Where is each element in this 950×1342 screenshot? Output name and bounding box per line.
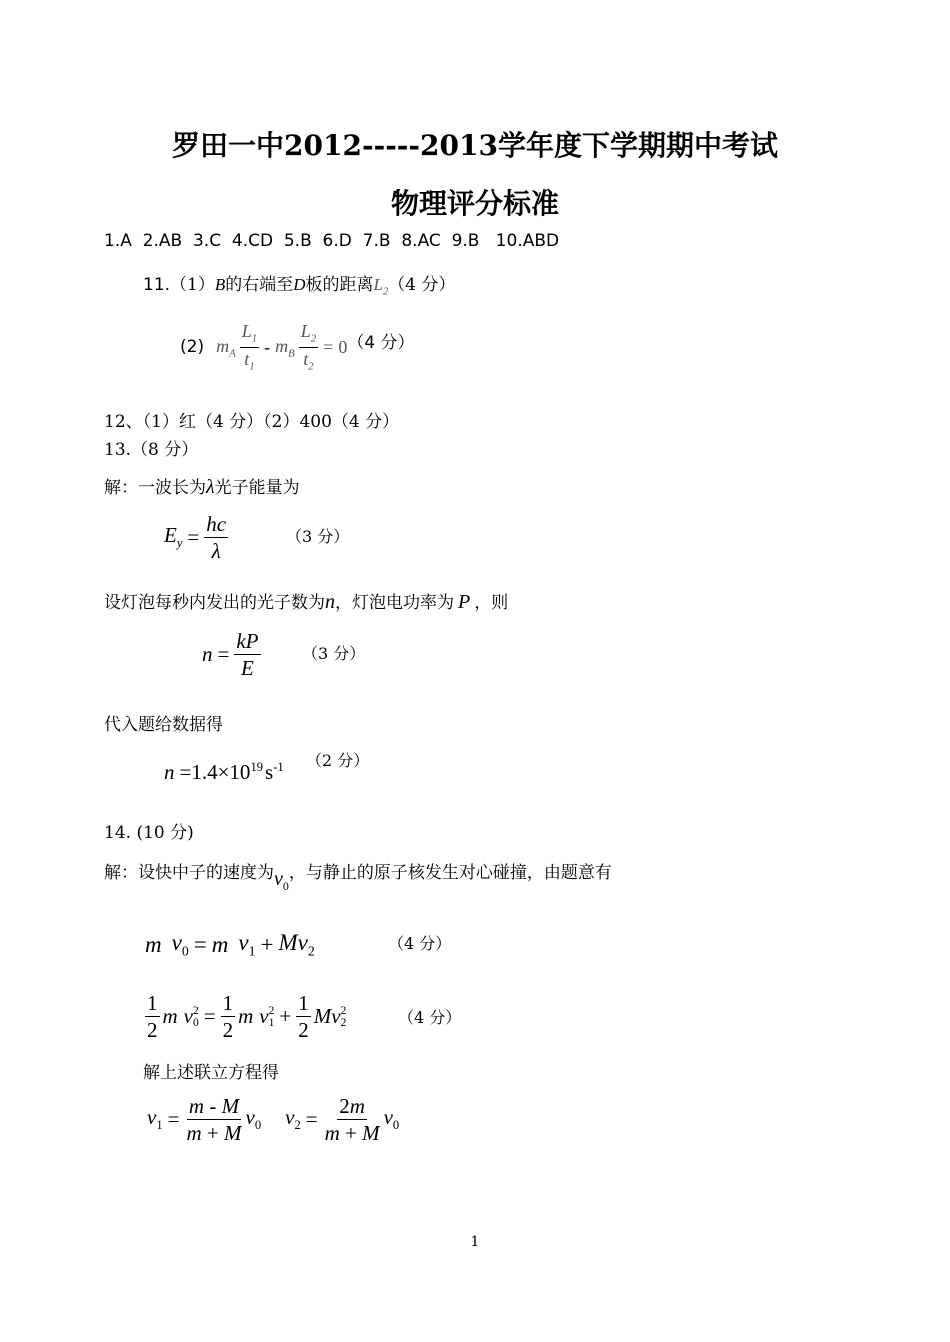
q11-part2 <box>180 322 415 373</box>
q11-text-2: 板的距离 <box>305 275 374 295</box>
q11-symbol-l2: $L_2$ <box>373 275 389 298</box>
q11-label: 11. <box>143 275 171 295</box>
q12-answer: 12、（1）红（4 分）（2）400（4 分） <box>104 412 400 432</box>
q14-line2: 解上述联立方程得 <box>143 1063 279 1083</box>
q11-part2-score: （4 分） <box>347 332 415 353</box>
q13-line3: 代入题给数据得 <box>104 715 223 735</box>
q13-equation-count: n = $\frac{kP}{E}$ <box>202 629 259 681</box>
q13-equation-energy: $E_y$ = $\frac{hc}{\lambda}$ <box>164 512 227 564</box>
page-title: 罗田一中2012-----2013学年度下学期期中考试 <box>172 129 778 162</box>
q11-text: 的右端至 <box>225 275 294 295</box>
page-subtitle: 物理评分标准 <box>390 187 559 220</box>
q11-part1 <box>143 270 455 297</box>
q13-eq1-score: （3 分） <box>286 527 350 546</box>
q13-line2: 设灯泡每秒内发出的光子数为 n ，灯泡电功率为 P ，则 <box>104 591 509 613</box>
q14-header: 14. (10 分) <box>104 823 194 843</box>
q13-line1: 解：一波长为 λ 光子能量为 <box>104 476 300 498</box>
q14-solution: $v_1$ = $\frac{m - M}{m + M}$ $v_0$ $v_2$ = $\frac{2m}{m + M}$ $v_0$ <box>147 1094 400 1146</box>
q13-result: n $=1.4\times 10^{19}s^{-1}$ <box>164 760 284 784</box>
q14-line1: 解：设快中子的速度为 $v_0$ ，与静止的原子核发生对心碰撞，由题意有 <box>104 863 612 893</box>
q14-eq1-score: （4 分） <box>388 934 452 953</box>
q13-eq3-score: （2 分） <box>306 751 370 770</box>
q11-part1-number: （1） <box>170 275 215 295</box>
page-number: 1 <box>470 1234 480 1250</box>
multiple-choice-answers: 1.A 2.AB 3.C 4.CD 5.B 6.D 7.B 8.AC 9.B 10.ABD <box>104 231 560 251</box>
q14-momentum-equation: m $v_0$ = m $v_1$ + $Mv_2$ <box>145 930 315 959</box>
q11-part1-score: （4 分） <box>388 275 456 295</box>
q11-part2-number: (2) <box>180 337 205 358</box>
q14-energy-equation: $\frac{1}{2}$ m v 2 0 = $\frac{1}{2}$ m v 2 1 + $\frac{1}{2}$ Mv 2 2 <box>147 991 347 1043</box>
q11-symbol-b: B <box>214 275 226 294</box>
q14-eq2-score: （4 分） <box>398 1008 462 1027</box>
q11-equation: $m_A$ $\frac{L_1}{t_1}$ - $m_B$ $\frac{L_2}{t_2}$ = 0 <box>216 321 348 373</box>
q13-header: 13.（8 分） <box>104 440 199 460</box>
q11-symbol-d: D <box>293 275 306 294</box>
q13-eq2-score: （3 分） <box>302 644 366 663</box>
